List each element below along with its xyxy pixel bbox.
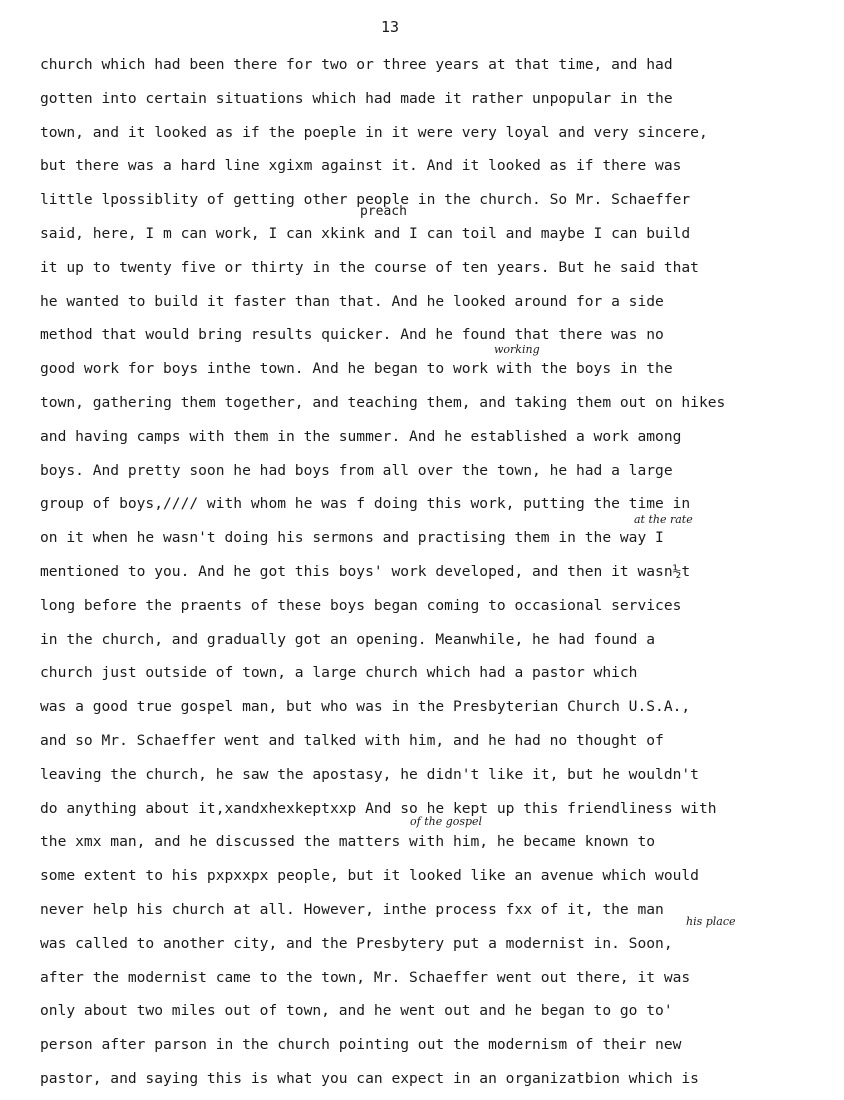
text-line: only about two miles out of town, and he went out and he began to go to' — [40, 1002, 673, 1020]
text-line: church just outside of town, a large church which had a pastor which — [40, 664, 638, 682]
text-line: the xmx man, and he discussed the matters with him, he became known to — [40, 833, 656, 851]
text-line: pastor, and saying this is what you can expect in an organizatbion which is — [40, 1069, 699, 1087]
text-line: leaving the church, he saw the apostasy, he didn't like it, but he wouldn't — [40, 765, 699, 783]
text-line: gotten into certain situations which had made it rather unpopular in the — [40, 89, 673, 107]
text-line: he wanted to build it faster than that. And he looked around for a side — [40, 292, 664, 310]
text-line: was called to another city, and the Presbytery put a modernist in. Soon, — [40, 934, 673, 952]
text-line: some extent to his pxpxxpx people, but it looked like an avenue which would — [40, 867, 699, 885]
text-line: boys. And pretty soon he had boys from all over the town, he had a large — [40, 461, 673, 479]
annotation-his-place: his place — [686, 915, 736, 928]
text-line: town, gathering them together, and teaching them, and taking them out on hikes — [40, 393, 726, 411]
page-number: 13 — [380, 18, 400, 36]
annotation-working: working — [494, 343, 540, 356]
text-line: said, here, I m can work, I can xkink and I can toil and maybe I can build — [40, 224, 691, 242]
text-line: person after parson in the church pointing out the modernism of their new — [40, 1036, 682, 1054]
text-line: and so Mr. Schaeffer went and talked with him, and he had no thought of — [40, 731, 664, 749]
text-line: method that would bring results quicker. And he found that there was no — [40, 326, 664, 344]
text-line: long before the praents of these boys began coming to occasional services — [40, 596, 682, 614]
document-body — [40, 48, 830, 1096]
text-line: was a good true gospel man, but who was in the Presbyterian Church U.S.A., — [40, 698, 691, 716]
text-line: little lpossiblity of getting other people in the church. So Mr. Schaeffer — [40, 191, 691, 209]
text-line: good work for boys inthe town. And he began to work with the boys in the — [40, 360, 673, 378]
text-line: but there was a hard line xgixm against it. And it looked as if there was — [40, 157, 682, 175]
annotation-preach: preach — [360, 204, 407, 219]
text-line: group of boys,//// with whom he was f doing this work, putting the time in — [40, 495, 691, 513]
text-line: in the church, and gradually got an opening. Meanwhile, he had found a — [40, 630, 656, 648]
annotation-at-the-rate: at the rate — [634, 513, 693, 526]
text-line: on it when he wasn't doing his sermons and practising them in the way I — [40, 529, 664, 547]
text-line: church which had been there for two or three years at that time, and had — [40, 56, 673, 73]
text-line: town, and it looked as if the poeple in it were very loyal and very sincere, — [40, 123, 708, 141]
annotation-of-the-gospel: of the gospel — [410, 815, 483, 828]
text-line: it up to twenty five or thirty in the course of ten years. But he said that — [40, 258, 699, 276]
text-line: after the modernist came to the town, Mr. Schaeffer went out there, it was — [40, 968, 691, 986]
text-line: and having camps with them in the summer. And he established a work among — [40, 427, 682, 445]
text-line: mentioned to you. And he got this boys' work developed, and then it wasn½t — [40, 562, 691, 580]
text-line: never help his church at all. However, inthe process fxx of it, the man — [40, 900, 664, 918]
text-line: do anything about it,xandxhexkeptxxp And so he kept up this friendliness with — [40, 799, 717, 817]
